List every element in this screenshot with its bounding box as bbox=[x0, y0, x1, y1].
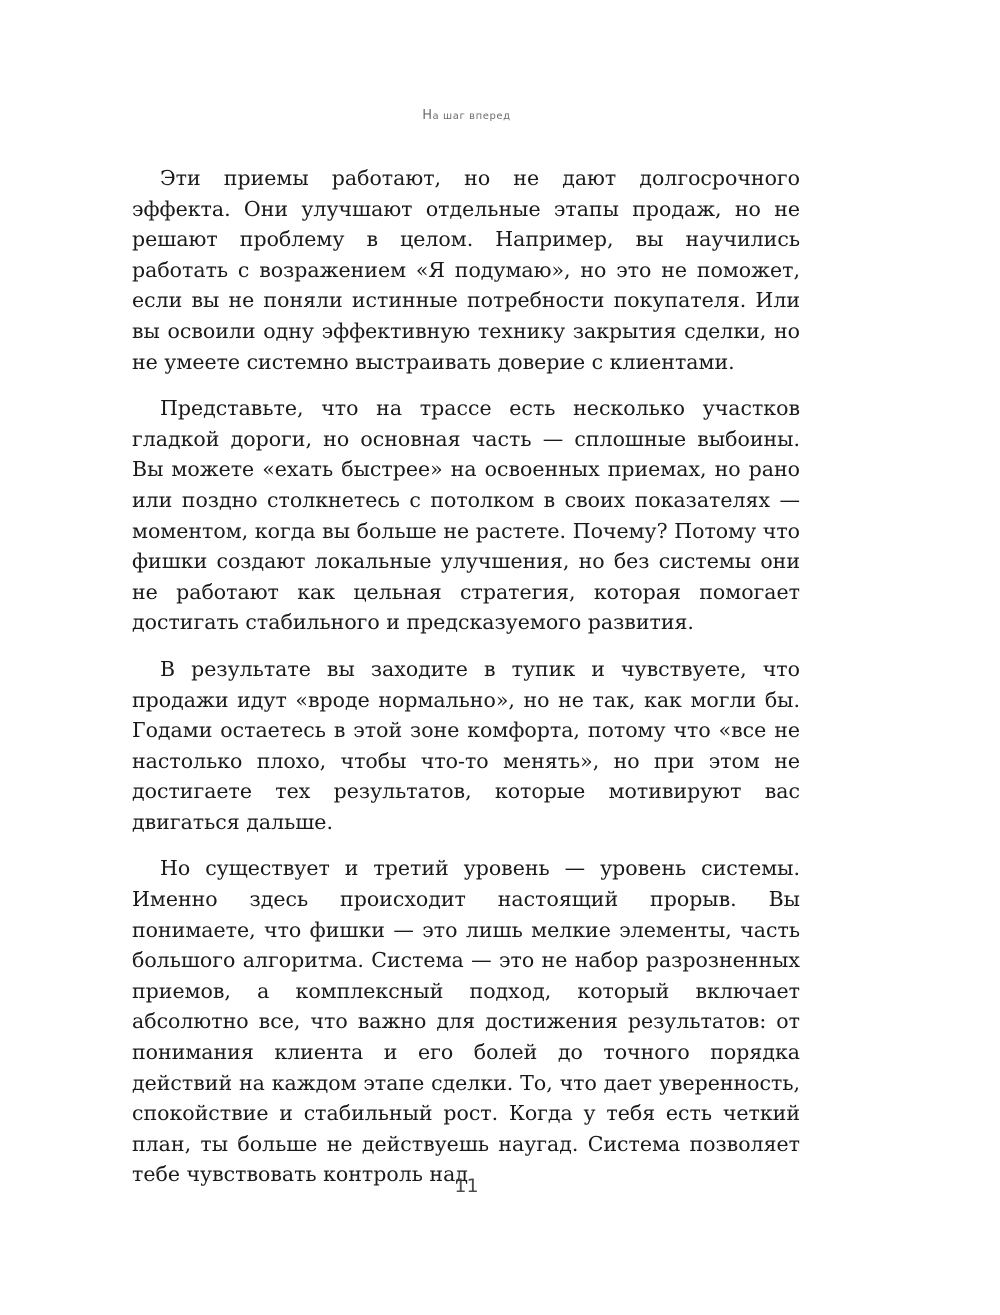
paragraph: В результате вы заходите в тупик и чувствуете, что продажи идут «вроде нормально», но не так, как могли бы. Годами остаетесь в этой зоне комфорта, потому что «все не настолько плохо, чтобы что-то менять», но при этом не достигаете тех результатов, которые мотивируют вас двигаться дальше. bbox=[132, 656, 800, 834]
running-header bbox=[0, 108, 933, 123]
running-header-initial: Н bbox=[422, 108, 433, 123]
page-number: 11 bbox=[454, 1175, 479, 1197]
paragraph: Представьте, что на трассе есть несколько участков гладкой дороги, но основная часть — сплошные выбоины. Вы можете «ехать быстрее» на освоенных приемах, но рано или поздно столкнетесь с потолком в своих показателях — моментом, когда вы больше не растете. Почему? Потому что фишки создают локальные улучшения, но без системы они не работают как цельная стратегия, которая помогает достигать стабильного и предсказуемого развития. bbox=[132, 396, 800, 635]
running-header-title: а шаг вперед bbox=[432, 111, 511, 122]
body-text bbox=[132, 163, 800, 1206]
paragraph: Но существует и третий уровень — уровень системы. Именно здесь происходит настоящий прорыв. Вы понимаете, что фишки — это лишь мелкие элементы, часть большого алгоритма. Система — это не набор разрозненных приемов, а комплексный подход, который включает абсолютно все, что важно для достижения результатов: от понимания клиента и его болей до точного порядка действий на каждом этапе сделки. То, что дает уверенность, спокойствие и стабильный рост. Когда у тебя есть четкий план, ты больше не действуешь наугад. Система позволяет тебе чувствовать контроль над bbox=[132, 856, 800, 1187]
paragraph: Эти приемы работают, но не дают долгосрочного эффекта. Они улучшают отдельные этапы продаж, но не решают проблему в целом. Например, вы научились работать с возражением «Я подумаю», но это не поможет, если вы не поняли истинные потребности покупателя. Или вы освоили одну эффективную технику закрытия сделки, но не умеете системно выстраивать доверие с клиентами. bbox=[132, 166, 800, 374]
